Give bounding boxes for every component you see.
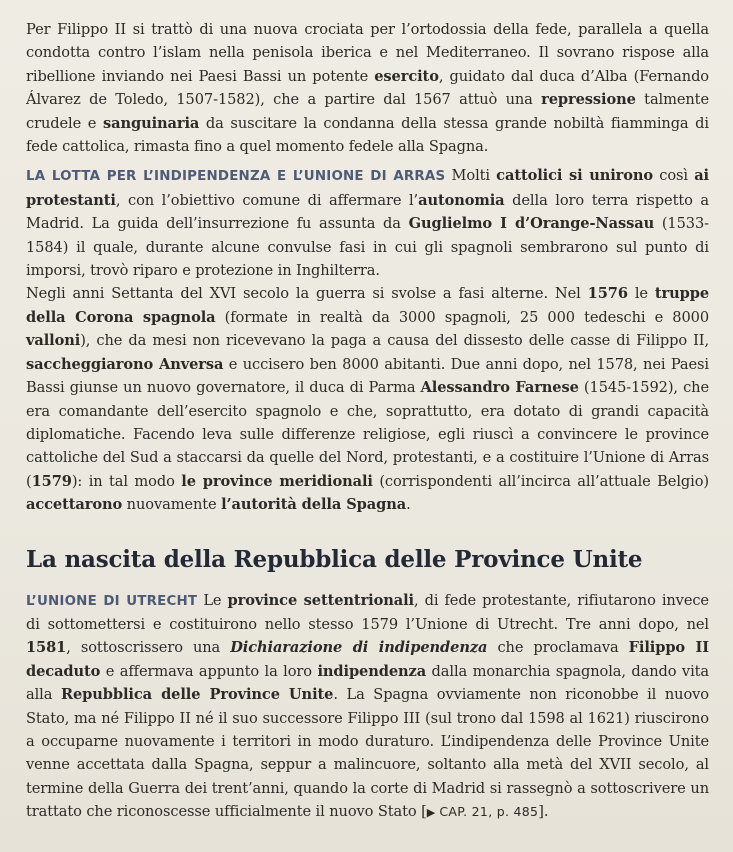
text: Le (197, 591, 228, 609)
text: (corrispondenti all’incirca all’attuale Belgio) (372, 472, 710, 490)
section-lead-heading: L’UNIONE DI UTRECHT (26, 593, 198, 609)
bold-term: Guglielmo I d’Orange-Nassau (408, 215, 655, 233)
text: della loro terra rispetto a Madrid. La guida dell’insurrezione fu assunta da (26, 191, 709, 233)
paragraph-utrecht (26, 589, 709, 825)
bold-term: sanguinaria (102, 114, 200, 132)
section-heading: La nascita della Repubblica delle Province Unite (26, 545, 643, 573)
bold-term: 1579 (31, 472, 72, 490)
bold-term: truppe della Corona spagnola (26, 285, 710, 326)
text: (1545-1592), che era comandante dell’esercito spagnolo e che, soprattutto, era dotato di grandi capacità diplomatiche. Facendo leva sulle differenze religiose, egli riuscì a convincere le province cattoliche del Sud a staccarsi da quelle del Nord, protestanti, e a costituire l’Unione di Arras ( (26, 379, 709, 490)
play-arrow-icon: ▶ (426, 806, 436, 820)
text: e affermava appunto la loro (100, 662, 318, 680)
text: nuovamente (122, 496, 222, 514)
bold-term: repressione (541, 91, 636, 109)
bold-term: saccheggiarono Anversa (26, 355, 224, 373)
bold-term: Repubblica delle Province Unite (60, 686, 334, 704)
text: , sottoscrissero una (66, 639, 231, 657)
text: da suscitare la condanna della stessa grande nobiltà fiamminga di fede cattolica, rimasta fino a quel momento fedele alla Spagna. (26, 114, 709, 156)
text: ), che da mesi non ricevevano la paga a causa del dissesto delle casse di Filippo II, (80, 332, 709, 350)
text: Negli anni Settanta del XVI secolo la guerra si svolse a fasi alterne. Nel (26, 285, 588, 303)
bold-term: autonomia (418, 191, 505, 209)
text: Per Filippo II si trattò di una nuova crociata per l’ortodossia della fede, parallela a quella condotta contro l’islam nella penisola iberica e nel Mediterraneo. Il sovrano rispose alla ribellione inviando nei Paesi Bassi un potente (26, 21, 709, 85)
text: ): in tal modo (71, 472, 182, 490)
bold-term: esercito (374, 67, 439, 85)
bold-term: 1581 (26, 639, 67, 657)
bold-term: province settentrionali (227, 591, 414, 609)
bold-term: accettarono (26, 496, 123, 514)
text: e uccisero ben 8000 abitanti. Due anni dopo, nel 1578, nei Paesi Bassi giunse un nuovo governatore, il duca di Parma (26, 355, 709, 397)
bold-term: le province meridionali (181, 472, 373, 490)
bold-term: indipendenza (317, 662, 427, 680)
paragraph-war (26, 282, 709, 516)
paragraph-arras (26, 164, 709, 282)
text: . La Spagna ovviamente non riconobbe il nuovo Stato, ma né Filippo II né il suo successore Filippo III (sul trono dal 1598 al 1621) riuscirono a occuparne nuovamente i territori in modo duraturo. L’indipendenza delle Province Unite venne accettata dalla Spagna, seppur a malincuore, soltanto alla metà del XVII secolo, al termine della Guerra dei trent’anni, quando la corte di Madrid si rassegnò a sottoscrivere un trattato che riconoscesse ufficialmente il nuovo Stato [ (26, 686, 709, 821)
text: , con l’obiettivo comune di affermare l’ (115, 191, 419, 209)
text: le (627, 285, 655, 303)
bold-italic-title: Dichiarazione di indipendenza (230, 639, 488, 657)
text: (1533-1584) il quale, durante alcune convulse fasi in cui gli spagnoli sembrarono sul punto di imporsi, trovò riparo e protezione in Inghilterra. (26, 215, 709, 280)
text: Molti (445, 167, 497, 185)
section-lead-heading: LA LOTTA PER L’INDIPENDENZA E L’UNIONE DI ARRAS (26, 169, 446, 185)
text: . (406, 496, 411, 514)
text: (formate in realtà da 3000 spagnoli, 25 000 tedeschi e 8000 (215, 308, 709, 326)
bold-term: cattolici si unirono (496, 167, 654, 185)
bold-term: ai protestanti (26, 167, 709, 209)
text: ]. (538, 803, 549, 821)
bold-term: Alessandro Farnese (420, 379, 579, 397)
text: , guidato dal duca d’Alba (Fernando Álvarez de Toledo, 1507-1582), che a partire dal 1567 attuò una (26, 67, 709, 109)
text: che proclamava (487, 639, 629, 657)
text: dalla monarchia spagnola, dando vita alla (26, 662, 710, 704)
text: talmente crudele e (26, 91, 709, 132)
bold-term: l’autorità della Spagna (221, 496, 407, 514)
text: , di fede protestante, rifiutarono invece di sottomettersi e costituirono nello stesso 1579 l’Unione di Utrecht. Tre anni dopo, nel (26, 591, 709, 633)
bold-term: Filippo II decaduto (26, 639, 710, 680)
paragraph-repression (26, 18, 709, 158)
chapter-cross-reference[interactable]: CAP. 21, p. 485 (435, 804, 539, 820)
bold-term: 1576 (587, 285, 628, 303)
bold-term: valloni (26, 332, 81, 350)
text: così (653, 167, 695, 185)
